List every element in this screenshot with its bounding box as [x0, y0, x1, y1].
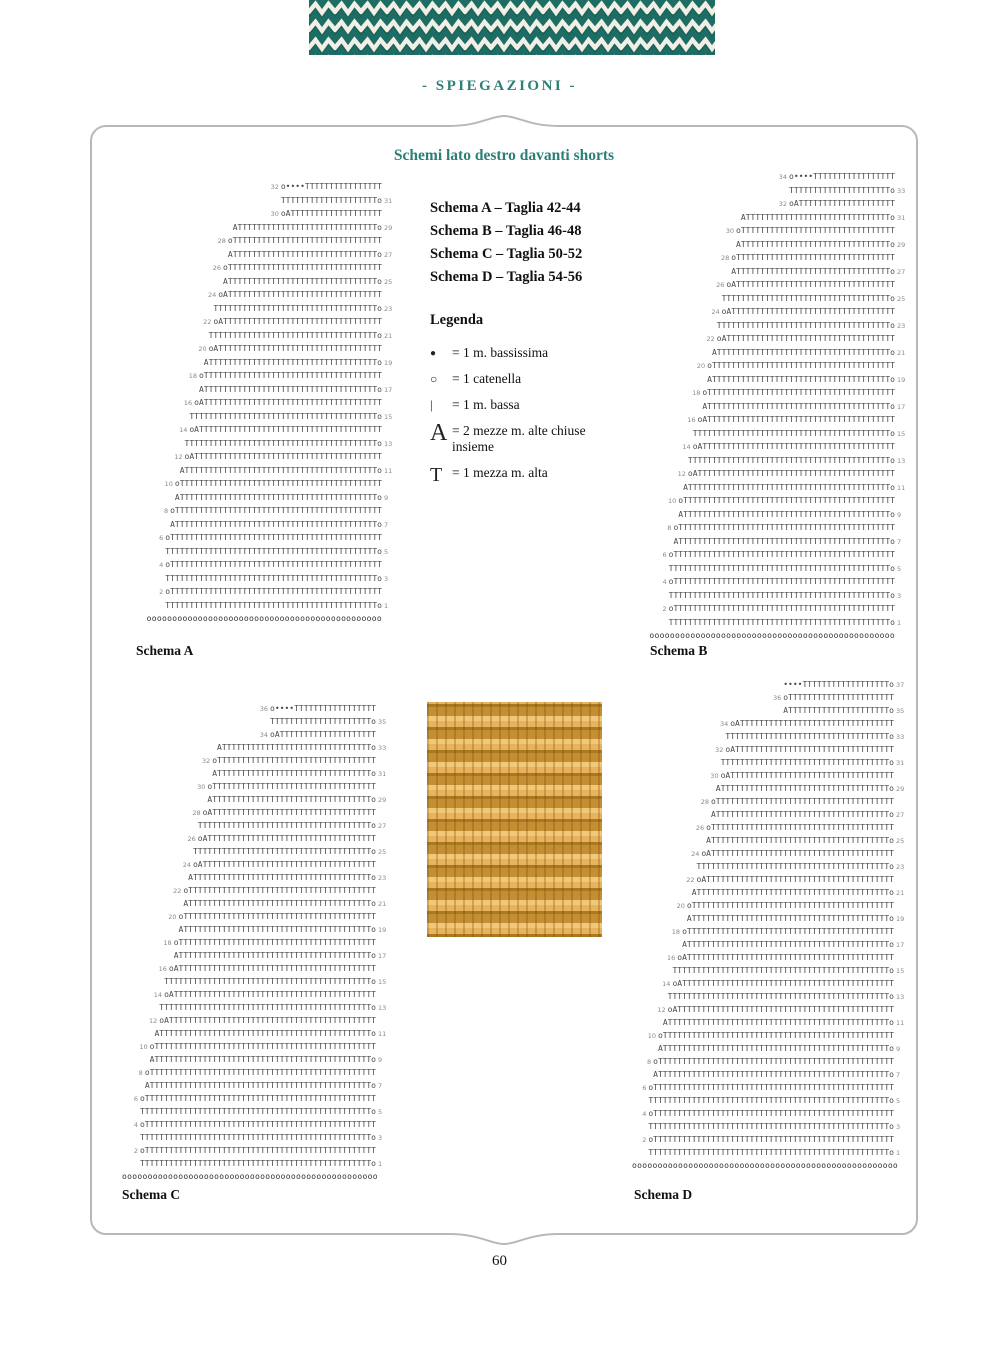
chain-stitch-icon: ○ [430, 371, 438, 386]
chart-row: TTTTTTTTTTTTTTTTTTTTTTTTTTTTTTTTTTTTTTTTTTTTo 3 [165, 573, 389, 583]
crochet-chart-schema-b [647, 170, 909, 643]
chart-row: 18 oTTTTTTTTTTTTTTTTTTTTTTTTTTTTTTTTTTTTTTTTTTT [671, 927, 894, 936]
chart-row: ATTTTTTTTTTTTTTTTTTTTTTTTTTTTTTTTTTTTTTTTTTTTTTTTo 7 [653, 1070, 901, 1079]
chart-row: 6 oTTTTTTTTTTTTTTTTTTTTTTTTTTTTTTTTTTTTTTTTTTTTTTTT [133, 1094, 376, 1103]
chart-row: 12 oATTTTTTTTTTTTTTTTTTTTTTTTTTTTTTTTTTTTTTT [174, 452, 382, 461]
size-line-a: Schema A – Taglia 42-44 [430, 200, 581, 216]
chart-row: ATTTTTTTTTTTTTTTTTTTTTTTTTTTTTTTTTTTTTTTTTTTTo 7 [673, 536, 902, 546]
chart-row: 28 oTTTTTTTTTTTTTTTTTTTTTTTTTTTTTTT [217, 236, 382, 245]
legend-item-label: = 1 mezza m. alta [452, 465, 548, 480]
size-line-c: Schema C – Taglia 50-52 [430, 246, 583, 262]
chart-row: 14 oATTTTTTTTTTTTTTTTTTTTTTTTTTTTTTTTTTTTTTTT [682, 442, 895, 451]
chart-row: TTTTTTTTTTTTTTTTTTTTTTTTTTTTTTTTTTTTTTTTo 23 [696, 862, 905, 871]
chart-row: 20 oTTTTTTTTTTTTTTTTTTTTTTTTTTTTTTTTTTTTTTTT [168, 912, 376, 921]
chart-row: 22 oATTTTTTTTTTTTTTTTTTTTTTTTTTTTTTTTTTTTTTT [686, 875, 894, 884]
chart-row: 18 oTTTTTTTTTTTTTTTTTTTTTTTTTTTTTTTTTTTTTTT [692, 388, 895, 397]
foundation-chain-row: oooooooooooooooooooooooooooooooooooooooooooooooo [649, 631, 895, 640]
chart-row: 22 oATTTTTTTTTTTTTTTTTTTTTTTTTTTTTTTTT [203, 317, 382, 326]
chart-row: TTTTTTTTTTTTTTTTTTTTTTTTTTTTTTTTTTTo 25 [721, 293, 906, 303]
chart-row: TTTTTTTTTTTTTTTTTTTTTTTTTTTTTTTTTTTTTTTTTTTTTTo 1 [668, 617, 902, 627]
chart-row: TTTTTTTTTTTTTTTTTTTTTTTTTTTTTTTTTTTTTTTTTTTTTo 15 [672, 966, 905, 975]
chart-row: 24 oATTTTTTTTTTTTTTTTTTTTTTTTTTTTTTTTTT [711, 307, 895, 316]
chart-row: 30 oATTTTTTTTTTTTTTTTTTT [270, 209, 382, 218]
chart-row: 28 oTTTTTTTTTTTTTTTTTTTTTTTTTTTTTTTTT [720, 253, 895, 262]
legend [430, 312, 620, 495]
chart-row: TTTTTTTTTTTTTTTTTTTTTTTTTTTTTTTTTTTTTTTTTTTTTTTTo 3 [139, 1133, 383, 1142]
chart-row: 22 oATTTTTTTTTTTTTTTTTTTTTTTTTTTTTTTTTTT [706, 334, 895, 343]
chart-row: ATTTTTTTTTTTTTTTTTTTTTTTTTTTTTTTTTTTTo 17 [198, 384, 393, 394]
chart-row: ATTTTTTTTTTTTTTTTTTTTTTTTTTTTTTTTTTTTTTTTTTTo 9 [678, 509, 902, 519]
chart-row: ATTTTTTTTTTTTTTTTTTTTTTTTTTTTTTTTTTTTTTTTTo 19 [686, 914, 905, 923]
chart-row: 28 oATTTTTTTTTTTTTTTTTTTTTTTTTTTTTTTTTT [192, 808, 376, 817]
chart-caption-a: Schema A [136, 643, 194, 658]
chart-row: 8 oTTTTTTTTTTTTTTTTTTTTTTTTTTTTTTTTTTTTTTTTTTTTT [667, 523, 895, 532]
chart-row: ATTTTTTTTTTTTTTTTTTTTTTTTTTTTTTTTTTTTTTTTTTTTTTTo 9 [657, 1044, 901, 1053]
chevron-knit-pattern-image [309, 0, 715, 55]
foundation-chain-row: oooooooooooooooooooooooooooooooooooooooooooooooooooo [632, 1161, 899, 1170]
hdc2tog-icon: A [430, 420, 448, 446]
chart-row: ATTTTTTTTTTTTTTTTTTTTTTTTTTTTTTTTTTTTTo 25 [706, 836, 905, 845]
chart-row: ATTTTTTTTTTTTTTTTTTTTTTTTTTTTTTTTTTTTTo 19 [707, 374, 906, 384]
content-box [90, 125, 918, 1235]
chart-row: 14 oATTTTTTTTTTTTTTTTTTTTTTTTTTTTTTTTTTTTTT [179, 425, 382, 434]
crochet-fabric-photo [427, 702, 602, 937]
chart-row: 16 oATTTTTTTTTTTTTTTTTTTTTTTTTTTTTTTTTTTTTTT [687, 415, 895, 424]
chart-row: 34 o••••TTTTTTTTTTTTTTTTT [778, 172, 895, 181]
chart-row: 10 oTTTTTTTTTTTTTTTTTTTTTTTTTTTTTTTTTTTTTTTTTTTT [667, 496, 895, 505]
chart-caption-d: Schema D [634, 1187, 693, 1202]
chart-row: 12 oATTTTTTTTTTTTTTTTTTTTTTTTTTTTTTTTTTTTTTTTTTT [148, 1016, 376, 1025]
chart-row: 20 oATTTTTTTTTTTTTTTTTTTTTTTTTTTTTTTTTT [198, 344, 382, 353]
chart-row: 34 oATTTTTTTTTTTTTTTTTTTTTTTTTTTTTTTT [719, 719, 894, 728]
chart-row: 12 oATTTTTTTTTTTTTTTTTTTTTTTTTTTTTTTTTTTTTTTTT [677, 469, 895, 478]
size-line-b: Schema B – Taglia 46-48 [430, 223, 582, 239]
chart-row: 14 oATTTTTTTTTTTTTTTTTTTTTTTTTTTTTTTTTTTTTTTTTT [153, 990, 376, 999]
chart-row: TTTTTTTTTTTTTTTTTTTTTTTTTTTTTTTTTTTTTTTTTTTTTTTTTTo 5 [648, 1096, 901, 1105]
crochet-chart-schema-c [120, 702, 390, 1183]
chart-row: ATTTTTTTTTTTTTTTTTTTTTTTTTTTTTTTTTTTTTTTTTTo 11 [683, 482, 906, 492]
half-double-crochet-icon: T [430, 464, 443, 486]
chart-row: TTTTTTTTTTTTTTTTTTTTTTTTTTTTTTTTTTTTo 27 [197, 821, 387, 830]
chart-row: ATTTTTTTTTTTTTTTTTTTTTTTTTTTTTTTTTTTTTTo 21 [183, 899, 387, 908]
chart-row: 10 oTTTTTTTTTTTTTTTTTTTTTTTTTTTTTTTTTTTTTTTTTTTTTTTT [647, 1031, 894, 1040]
chart-row: ATTTTTTTTTTTTTTTTTTTTTTTTTTTTTTTTTTTTTTo 17 [702, 401, 906, 411]
chart-row: ATTTTTTTTTTTTTTTTTTTTTTTTTTTTTTTTo 27 [731, 266, 906, 276]
chart-row: 8 oTTTTTTTTTTTTTTTTTTTTTTTTTTTTTTTTTTTTTTTTTTT [163, 506, 382, 515]
chart-row: ATTTTTTTTTTTTTTTTTTTTTTTTTTTTTTTTTTTTTTTTTo 9 [174, 492, 389, 502]
chart-row: 6 oTTTTTTTTTTTTTTTTTTTTTTTTTTTTTTTTTTTTTTTTTTTT [159, 533, 382, 542]
chart-row: 26 oTTTTTTTTTTTTTTTTTTTTTTTTTTTTTTTT [212, 263, 382, 272]
chart-row: ATTTTTTTTTTTTTTTTTTTTTTTTTTTTTTTo 33 [217, 743, 387, 752]
chart-row: 6 oTTTTTTTTTTTTTTTTTTTTTTTTTTTTTTTTTTTTTTTTTTTTTTTTTT [642, 1083, 894, 1092]
legend-item-label: = 2 mezze m. alte chiuse insieme [452, 423, 586, 454]
chart-row: 8 oTTTTTTTTTTTTTTTTTTTTTTTTTTTTTTTTTTTTTTTTTTTTTTT [138, 1068, 376, 1077]
chart-row: ATTTTTTTTTTTTTTTTTTTTTTTTTTTTTTTTo 31 [212, 769, 387, 778]
legend-item [430, 345, 620, 361]
chart-row: ATTTTTTTTTTTTTTTTTTTTTTTTTTTTTTo 31 [740, 212, 906, 222]
chart-row: 6 oTTTTTTTTTTTTTTTTTTTTTTTTTTTTTTTTTTTTTTTTTTTTTT [662, 550, 895, 559]
chart-row: ATTTTTTTTTTTTTTTTTTTTTTTTTTTTTTTTTTTTTTTTTTTTTTo 11 [662, 1018, 905, 1027]
chart-row: TTTTTTTTTTTTTTTTTTTTTTTTTTTTTTTTTTTTTTTTo 13 [184, 438, 393, 448]
chart-row: 4 oTTTTTTTTTTTTTTTTTTTTTTTTTTTTTTTTTTTTTTTTTTTTTTTT [133, 1120, 376, 1129]
chart-caption-b: Schema B [650, 643, 708, 658]
foundation-chain-row: oooooooooooooooooooooooooooooooooooooooooooooo [146, 614, 382, 623]
chart-row: ATTTTTTTTTTTTTTTTTTTTTTTTTTTTTTo 27 [227, 249, 393, 259]
chart-row: 18 oTTTTTTTTTTTTTTTTTTTTTTTTTTTTTTTTTTTTTTTTT [163, 938, 376, 947]
chart-row: TTTTTTTTTTTTTTTTTTTTTTTTTTTTTTTTTTTTTo 25 [192, 847, 387, 856]
chart-row: ATTTTTTTTTTTTTTTTTTTTTTTTTTTTTo 29 [232, 222, 393, 232]
legend-item [430, 465, 620, 485]
page-number: 60 [492, 1253, 507, 1269]
chart-row: 12 oATTTTTTTTTTTTTTTTTTTTTTTTTTTTTTTTTTTTTTTTTTTTT [657, 1005, 894, 1014]
chart-row: 24 oATTTTTTTTTTTTTTTTTTTTTTTTTTTTTTTT [207, 290, 382, 299]
chart-row: 20 oTTTTTTTTTTTTTTTTTTTTTTTTTTTTTTTTTTTTTTTTTT [676, 901, 894, 910]
chart-row: 32 oATTTTTTTTTTTTTTTTTTTTTTTTTTTTTTTTT [715, 745, 894, 754]
chart-row: TTTTTTTTTTTTTTTTTTTTTTTTTTTTTTTTTTTTTTTTTTTTTTo 3 [668, 590, 902, 600]
chart-row: TTTTTTTTTTTTTTTTTTTTTTTTTTTTTTTTTTo 33 [725, 732, 905, 741]
chart-row: TTTTTTTTTTTTTTTTTTTTTTTTTTTTTTTTTTTTo 23 [716, 320, 906, 330]
chart-row: 2 oTTTTTTTTTTTTTTTTTTTTTTTTTTTTTTTTTTTTTTTTTTTTTTTT [133, 1146, 376, 1155]
chart-row: TTTTTTTTTTTTTTTTTTTTTTTTTTTTTTTTTTTTTTTTTTTTo 1 [165, 600, 389, 610]
chart-row: 10 oTTTTTTTTTTTTTTTTTTTTTTTTTTTTTTTTTTTTTTTTTTTTTT [139, 1042, 376, 1051]
foundation-chain-row: oooooooooooooooooooooooooooooooooooooooooooooooooo [122, 1172, 378, 1181]
legend-item [430, 420, 620, 455]
chart-row: 16 oATTTTTTTTTTTTTTTTTTTTTTTTTTTTTTTTTTTTT [183, 398, 382, 407]
chart-row: 10 oTTTTTTTTTTTTTTTTTTTTTTTTTTTTTTTTTTTTTTTTTT [164, 479, 382, 488]
chart-row: TTTTTTTTTTTTTTTTTTTTTTTTTTTTTTTTTTTTTTTTTTTTTTTTo 5 [139, 1107, 383, 1116]
chart-row: 2 oTTTTTTTTTTTTTTTTTTTTTTTTTTTTTTTTTTTTTTTTTTTT [159, 587, 382, 596]
chart-row: 4 oTTTTTTTTTTTTTTTTTTTTTTTTTTTTTTTTTTTTTTTTTTTTTT [662, 577, 895, 586]
legend-item-label: = 1 catenella [452, 371, 522, 386]
chart-row: TTTTTTTTTTTTTTTTTTTTTTTTTTTTTTTTTTTTTTTTTTTTo 5 [165, 546, 389, 556]
sizes-list [430, 197, 582, 289]
chart-row: 32 o••••TTTTTTTTTTTTTTTT [270, 182, 382, 191]
chart-row: ATTTTTTTTTTTTTTTTTTTTTTTTTTTTTTTTTTTTo 21 [711, 347, 906, 357]
box-top-ornament [449, 114, 559, 129]
chart-row: ATTTTTTTTTTTTTTTTTTTTTTTTTTTTTTTTTTTTTTTTTTTTTTo 7 [144, 1081, 383, 1090]
chart-row: 4 oTTTTTTTTTTTTTTTTTTTTTTTTTTTTTTTTTTTTTTTTTTTTTTTTTT [642, 1109, 894, 1118]
chart-row: ATTTTTTTTTTTTTTTTTTTTTTTTTTTTTTTTTTTTTTTTTTTTo 11 [154, 1029, 387, 1038]
chart-row: TTTTTTTTTTTTTTTTTTTTTTTTTTTTTTTTTTTTTTTTTo 15 [692, 428, 906, 438]
legend-title: Legenda [430, 312, 484, 328]
chart-row: TTTTTTTTTTTTTTTTTTTTTTTTTTTTTTTTTTTTTTTo 15 [189, 411, 393, 421]
legend-item [430, 397, 620, 413]
chart-row: TTTTTTTTTTTTTTTTTTTTTo 33 [789, 185, 906, 195]
chart-row: 26 oATTTTTTTTTTTTTTTTTTTTTTTTTTTTTTTTTTT [187, 834, 376, 843]
section-header: - SPIEGAZIONI - [421, 78, 578, 94]
chart-row: 2 oTTTTTTTTTTTTTTTTTTTTTTTTTTTTTTTTTTTTTTTTTTTTTTTTTT [642, 1135, 894, 1144]
chart-row: TTTTTTTTTTTTTTTTTTTTTTTTTTTTTTTTTTTTTTTTTTTTTTTTo 1 [139, 1159, 383, 1168]
chart-row: ATTTTTTTTTTTTTTTTTTTTTTTTTTTTTTTTTTTo 19 [203, 357, 393, 367]
crochet-chart-schema-d [630, 678, 908, 1172]
chart-row: 28 oTTTTTTTTTTTTTTTTTTTTTTTTTTTTTTTTTTTTT [700, 797, 894, 806]
single-crochet-icon: | [430, 397, 433, 412]
chart-row: ATTTTTTTTTTTTTTTTTTTTTTTTTTTTTTTTTTTTTTTTTTo 7 [170, 519, 389, 529]
chart-row: ATTTTTTTTTTTTTTTTTTTTTTTTTTTTTTTTTo 29 [207, 795, 387, 804]
size-line-d: Schema D – Taglia 54-56 [430, 269, 583, 285]
chart-row: 24 oATTTTTTTTTTTTTTTTTTTTTTTTTTTTTTTTTTTTTT [691, 849, 894, 858]
chart-row: TTTTTTTTTTTTTTTTTTTTTTTTTTTTTTTTTTTo 31 [720, 758, 905, 767]
chart-row: 18 oTTTTTTTTTTTTTTTTTTTTTTTTTTTTTTTTTTTTT [188, 371, 382, 380]
chart-caption-c: Schema C [122, 1187, 181, 1202]
chart-row: 14 oATTTTTTTTTTTTTTTTTTTTTTTTTTTTTTTTTTTTTTTTTTTT [662, 979, 894, 988]
chart-row: ••••TTTTTTTTTTTTTTTTTTo 37 [783, 680, 905, 689]
chart-row: ATTTTTTTTTTTTTTTTTTTTTTTTTTTTTTTo 29 [736, 239, 906, 249]
chart-row: 36 o••••TTTTTTTTTTTTTTTTT [259, 704, 376, 713]
chart-row: 16 oATTTTTTTTTTTTTTTTTTTTTTTTTTTTTTTTTTTTTTTTTTT [666, 953, 894, 962]
chart-row: ATTTTTTTTTTTTTTTTTTTTTTTTTTTTTTTTTTTTTTTTo 11 [179, 465, 393, 475]
chart-row: TTTTTTTTTTTTTTTTTTTTTTTTTTTTTTTTTTTTTTTTTTo 13 [687, 455, 906, 465]
chart-row: 36 oTTTTTTTTTTTTTTTTTTTTTT [772, 693, 894, 702]
slip-stitch-icon: ● [430, 347, 437, 359]
chart-row: ATTTTTTTTTTTTTTTTTTTTTTTTTTTTTTTTTTTTTTTo 19 [178, 925, 387, 934]
chart-row: ATTTTTTTTTTTTTTTTTTTTTo 35 [783, 706, 905, 715]
chart-row: 2 oTTTTTTTTTTTTTTTTTTTTTTTTTTTTTTTTTTTTTTTTTTTTTT [662, 604, 895, 613]
chart-row: 24 oATTTTTTTTTTTTTTTTTTTTTTTTTTTTTTTTTTTT [182, 860, 376, 869]
chart-row: 30 oATTTTTTTTTTTTTTTTTTTTTTTTTTTTTTTTTT [710, 771, 894, 780]
chart-row: TTTTTTTTTTTTTTTTTTTTo 31 [280, 195, 393, 205]
chart-row: TTTTTTTTTTTTTTTTTTTTTTTTTTTTTTTTTTTTTTTTTTTTTTo 5 [668, 563, 902, 573]
chart-row: ATTTTTTTTTTTTTTTTTTTTTTTTTTTTTTTTTTTTTTTTTTo 17 [682, 940, 905, 949]
chart-row: TTTTTTTTTTTTTTTTTTTTTo 35 [270, 717, 387, 726]
chart-row: 8 oTTTTTTTTTTTTTTTTTTTTTTTTTTTTTTTTTTTTTTTTTTTTTTTTT [647, 1057, 894, 1066]
chart-row: ATTTTTTTTTTTTTTTTTTTTTTTTTTTTTTTTTTTTTo 23 [188, 873, 387, 882]
chart-row: 30 oTTTTTTTTTTTTTTTTTTTTTTTTTTTTTTTTTT [197, 782, 376, 791]
chart-row: TTTTTTTTTTTTTTTTTTTTTTTTTTTTTTTTTTTTTTTTTTTTTTo 13 [667, 992, 905, 1001]
chart-row: 4 oTTTTTTTTTTTTTTTTTTTTTTTTTTTTTTTTTTTTTTTTTTTT [159, 560, 382, 569]
chart-row: 34 oATTTTTTTTTTTTTTTTTTTT [259, 730, 376, 739]
box-bottom-ornament [449, 1231, 559, 1246]
box-title: Schemi lato destro davanti shorts [393, 147, 615, 164]
legend-item [430, 371, 620, 387]
legend-item-label: = 1 m. bassa [452, 397, 520, 412]
chart-row: 26 oTTTTTTTTTTTTTTTTTTTTTTTTTTTTTTTTTTTTTT [695, 823, 894, 832]
chart-row: TTTTTTTTTTTTTTTTTTTTTTTTTTTTTTTTTTTTTTTTTTTTTTTTTTo 3 [648, 1122, 901, 1131]
legend-item-label: = 1 m. bassissima [452, 345, 549, 360]
crochet-chart-schema-a [134, 180, 396, 626]
chart-row: TTTTTTTTTTTTTTTTTTTTTTTTTTTTTTTTTTTo 21 [208, 330, 393, 340]
chart-row: ATTTTTTTTTTTTTTTTTTTTTTTTTTTTTTTTTTTTTTTTTTTTTo 9 [149, 1055, 383, 1064]
chart-row: ATTTTTTTTTTTTTTTTTTTTTTTTTTTTTTTTTTTTo 27 [710, 810, 905, 819]
chart-row: 20 oTTTTTTTTTTTTTTTTTTTTTTTTTTTTTTTTTTTTTT [696, 361, 895, 370]
chart-row: TTTTTTTTTTTTTTTTTTTTTTTTTTTTTTTTTTTTTTTTTTTo 15 [164, 977, 387, 986]
chart-row: ATTTTTTTTTTTTTTTTTTTTTTTTTTTTTTTTTTTo 29 [715, 784, 905, 793]
chart-row: 32 oTTTTTTTTTTTTTTTTTTTTTTTTTTTTTTTTT [201, 756, 376, 765]
chart-row: TTTTTTTTTTTTTTTTTTTTTTTTTTTTTTTTTTo 23 [213, 303, 393, 313]
chart-row: 16 oATTTTTTTTTTTTTTTTTTTTTTTTTTTTTTTTTTTTTTTTT [158, 964, 376, 973]
chart-row: ATTTTTTTTTTTTTTTTTTTTTTTTTTTTTTTo 25 [223, 276, 393, 286]
chart-row: TTTTTTTTTTTTTTTTTTTTTTTTTTTTTTTTTTTTTTTTTTTTo 13 [159, 1003, 387, 1012]
chart-row: TTTTTTTTTTTTTTTTTTTTTTTTTTTTTTTTTTTTTTTTTTTTTTTTTTo 1 [648, 1148, 901, 1157]
chart-row: 26 oATTTTTTTTTTTTTTTTTTTTTTTTTTTTTTTTT [716, 280, 895, 289]
chart-row: 22 oTTTTTTTTTTTTTTTTTTTTTTTTTTTTTTTTTTTTTTT [173, 886, 376, 895]
chart-row: ATTTTTTTTTTTTTTTTTTTTTTTTTTTTTTTTTTTTTTTTo 21 [691, 888, 905, 897]
chart-row: ATTTTTTTTTTTTTTTTTTTTTTTTTTTTTTTTTTTTTTTTo 17 [173, 951, 387, 960]
chart-row: 32 oATTTTTTTTTTTTTTTTTTTT [778, 199, 895, 208]
chart-row: 30 oTTTTTTTTTTTTTTTTTTTTTTTTTTTTTTTT [725, 226, 895, 235]
